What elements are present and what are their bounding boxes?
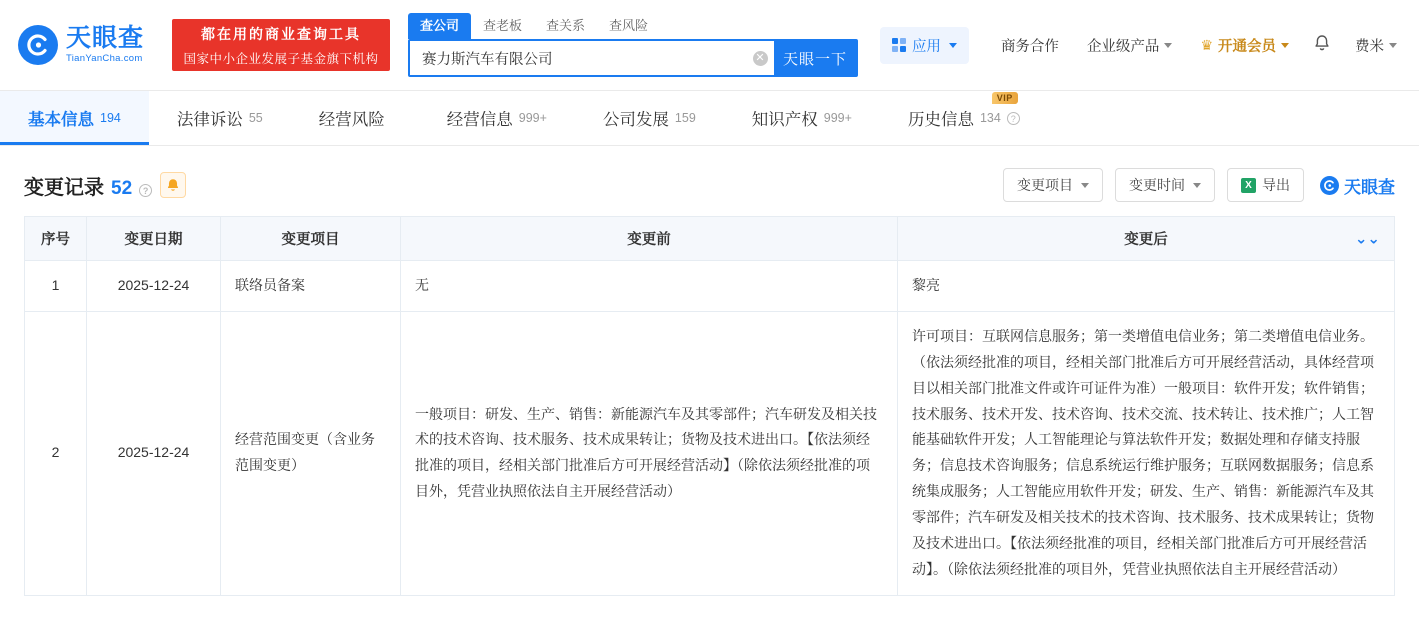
- tab-basic-info-label: 基本信息: [28, 111, 94, 129]
- cell-before: 一般项目：研发、生产、销售：新能源汽车及其零部件；汽车研发及相关技术的技术咨询、技术服务、技术成果转让；货物及技术进出口。【依法须经批准的项目，经相关部门批准后方可开展经营活动】（除依法须经批准的项目外，凭营业执照依法自主开展经营活动）: [401, 311, 898, 595]
- search-tab-boss[interactable]: 查老板: [483, 18, 523, 33]
- table-row: [25, 261, 1395, 312]
- filter-change-time-button[interactable]: [1115, 168, 1215, 202]
- apps-button-label: 应用: [911, 38, 941, 55]
- top-nav: [880, 27, 1401, 64]
- vip-button-label: 开通会员: [1218, 38, 1276, 55]
- table-header-row: [25, 217, 1395, 261]
- cell-after: 许可项目：互联网信息服务；第一类增值电信业务；第二类增值电信业务。（依法须经批准的项目，经相关部门批准后方可开展经营活动，具体经营项目以相关部门批准文件或许可证件为准）一般项目：软件开发；软件销售；技术服务、技术开发、技术咨询、技术交流、技术转让、技术推广；人工智能基础软件开发；人工智能理论与算法软件开发；数据处理和存储支持服务；信息技术咨询服务；信息系统运行维护服务；互联网数据服务；信息系统集成服务；人工智能应用软件开发；研发、生产、销售：新能源汽车及其零部件；汽车研发及相关技术的技术咨询、技术服务、技术成果转让；货物及技术进出口。【依法须经批准的项目，经相关部门批准后方可开展经营活动】。（除依法须经批准的项目外，凭营业执照依法自主开展经营活动）: [898, 311, 1395, 595]
- tab-operation-info-count: 999+: [518, 111, 547, 125]
- notification-bell-icon[interactable]: [1303, 34, 1341, 57]
- clear-search-icon[interactable]: [746, 41, 774, 75]
- chevron-down-icon: [1193, 183, 1201, 188]
- tab-intellectual-property-label: 知识产权: [751, 111, 818, 129]
- panel-header: [24, 146, 1395, 216]
- help-icon[interactable]: ?: [1007, 112, 1020, 125]
- promo-banner: [172, 19, 390, 71]
- column-header-index: 序号: [25, 217, 87, 261]
- promo-line-1: 都在用的商业查询工具: [201, 25, 361, 42]
- crown-icon: ♛: [1200, 36, 1213, 53]
- cell-date: 2025-12-24: [87, 311, 221, 595]
- search-tab-risk[interactable]: 查风险: [609, 18, 649, 33]
- logo-icon: [18, 25, 58, 65]
- cell-index: 2: [25, 311, 87, 595]
- cell-before: 无: [401, 261, 898, 312]
- bell-icon: [166, 178, 180, 193]
- brand-watermark: [1320, 173, 1395, 198]
- tab-company-development-label: 公司发展: [602, 111, 669, 129]
- filter-change-time-label: 变更时间: [1129, 177, 1185, 193]
- tab-basic-info[interactable]: [0, 91, 149, 145]
- search-tabs: [408, 13, 858, 39]
- tab-operation-info[interactable]: [419, 91, 575, 145]
- user-name-label: 费米: [1355, 38, 1384, 55]
- export-button[interactable]: [1227, 168, 1304, 202]
- cell-change-item: 经营范围变更（含业务范围变更）: [221, 311, 401, 595]
- tab-legal-count: 55: [248, 111, 263, 125]
- nav-item-enterprise[interactable]: [1073, 35, 1187, 56]
- brand-watermark-icon: [1320, 176, 1339, 195]
- column-header-after: [898, 217, 1395, 261]
- tab-company-development-count: 159: [674, 111, 696, 125]
- tab-history-info-count: 134: [979, 111, 1001, 125]
- page-title: [24, 171, 152, 200]
- content-area: [0, 146, 1419, 596]
- user-menu[interactable]: [1341, 35, 1401, 56]
- search-tab-relation[interactable]: 查关系: [546, 18, 586, 33]
- excel-icon: X: [1241, 178, 1256, 193]
- tab-intellectual-property-count: 999+: [823, 111, 852, 125]
- tab-company-development[interactable]: [575, 91, 724, 145]
- search-button[interactable]: 天眼一下: [774, 41, 856, 75]
- tab-operation-risk-label: 经营风险: [318, 111, 385, 129]
- tab-operation-info-label: 经营信息: [446, 111, 513, 129]
- export-button-label: 导出: [1262, 177, 1290, 193]
- panel-actions: [1003, 168, 1395, 202]
- vip-button[interactable]: [1186, 35, 1303, 56]
- filter-change-item-label: 变更项目: [1017, 177, 1073, 193]
- tab-basic-info-count: 194: [100, 111, 121, 125]
- page-title-text: 变更记录: [24, 176, 104, 199]
- filter-change-item-button[interactable]: [1003, 168, 1103, 202]
- subscribe-bell-button[interactable]: [160, 172, 186, 198]
- nav-item-business-label: 商务合作: [1000, 38, 1059, 55]
- column-header-date: 变更日期: [87, 217, 221, 261]
- search-input[interactable]: [410, 41, 746, 75]
- logo-name-en: TianYanCha.com: [66, 53, 143, 65]
- nav-item-enterprise-label: 企业级产品: [1086, 38, 1160, 55]
- grid-icon: [892, 38, 906, 52]
- tab-intellectual-property[interactable]: [724, 91, 880, 145]
- chevron-down-icon: [1281, 43, 1289, 48]
- tab-operation-risk[interactable]: [291, 91, 419, 145]
- logo[interactable]: [18, 25, 166, 65]
- table-row: [25, 311, 1395, 595]
- vip-badge: VIP: [992, 92, 1018, 104]
- brand-watermark-label: 天眼查: [1344, 177, 1395, 197]
- tab-legal[interactable]: [149, 91, 291, 145]
- cell-after: 黎亮: [898, 261, 1395, 312]
- column-header-before: 变更前: [401, 217, 898, 261]
- chevron-down-icon: [1389, 43, 1397, 48]
- column-header-item: 变更项目: [221, 217, 401, 261]
- cell-index: 1: [25, 261, 87, 312]
- site-header: [0, 0, 1419, 90]
- search-tab-company[interactable]: 查公司: [408, 13, 471, 39]
- promo-line-2: 国家中小企业发展子基金旗下机构: [183, 51, 379, 66]
- cell-date: 2025-12-24: [87, 261, 221, 312]
- column-header-after-label: 变更后: [1124, 232, 1168, 248]
- section-tabs: [0, 90, 1419, 146]
- tab-history-info-label: 历史信息: [907, 111, 974, 129]
- page-title-count: 52: [111, 177, 133, 199]
- clear-search-glyph: ✕: [753, 51, 768, 66]
- tab-legal-label: 法律诉讼: [176, 111, 243, 129]
- expand-all-icon[interactable]: ⌄⌄: [1354, 230, 1380, 247]
- search-bar: [408, 39, 858, 77]
- apps-button[interactable]: [880, 27, 969, 64]
- change-records-table: [24, 216, 1395, 596]
- help-icon[interactable]: ?: [139, 184, 152, 197]
- logo-name-cn: 天眼查: [66, 24, 145, 53]
- chevron-down-icon: [1081, 183, 1089, 188]
- chevron-down-icon: [949, 43, 957, 48]
- tab-history-info[interactable]: [880, 91, 1048, 145]
- cell-change-item: 联络员备案: [221, 261, 401, 312]
- chevron-down-icon: [1164, 43, 1172, 48]
- nav-item-business[interactable]: [987, 35, 1073, 56]
- search-block: [408, 13, 858, 77]
